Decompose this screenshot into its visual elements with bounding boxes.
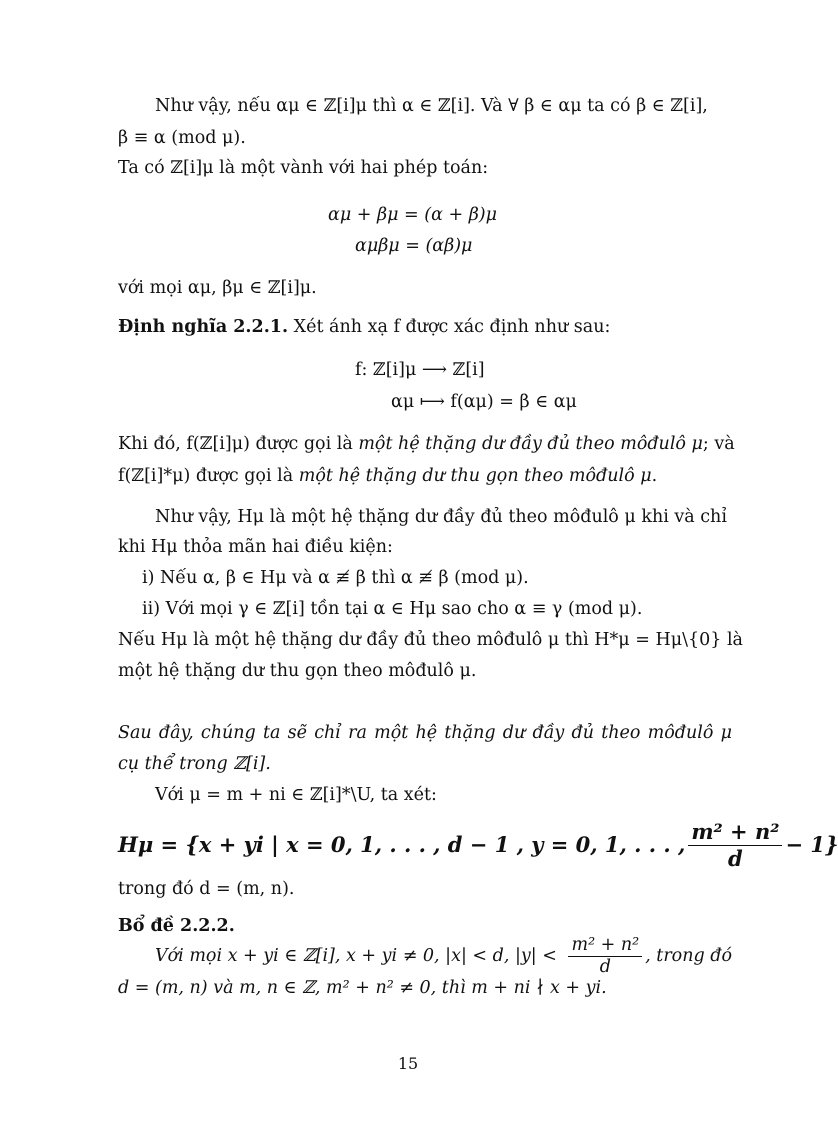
- fraction-numerator: m² + n²: [568, 935, 642, 957]
- formula-left: Hμ = {x + yi | x = 0, 1, . . . , d − 1 , y = 0, 1, . . . ,: [118, 832, 686, 857]
- text-normal: ; và: [702, 434, 735, 454]
- paragraph-line: với mọi αμ, βμ ∈ ℤ[i]μ.: [118, 278, 317, 298]
- paragraph-line: cụ thể trong ℤ[i].: [118, 754, 271, 774]
- paragraph-line: Ta có ℤ[i]μ là một vành với hai phép toán:: [118, 158, 489, 178]
- condition-item-1: i) Nếu α, β ∈ Hμ và α ≢ β thì α ≢ β (mod μ).: [142, 568, 529, 588]
- text-italic: một hệ thặng dư thu gọn theo môđulô μ: [298, 466, 652, 486]
- mapping-line-2: αμ ⟼ f(αμ) = β ∈ αμ: [391, 392, 577, 412]
- fraction-denominator: d: [599, 956, 611, 977]
- paragraph-line: Sau đây, chúng ta sẽ chỉ ra một hệ thặng dư đầy đủ theo môđulô μ: [118, 723, 732, 743]
- paragraph-line: trong đó d = (m, n).: [118, 879, 295, 899]
- text-normal: f(ℤ[i]*μ) được gọi là: [118, 466, 299, 486]
- condition-item-2: ii) Với mọi γ ∈ ℤ[i] tồn tại α ∈ Hμ sao cho α ≡ γ (mod μ).: [142, 599, 643, 619]
- fraction-denominator: d: [728, 845, 743, 871]
- lemma-line-1: [155, 934, 732, 978]
- paragraph-line: [118, 432, 735, 456]
- formula-right: − 1}: [785, 832, 838, 857]
- definition-title: Định nghĩa 2.2.1.: [118, 317, 289, 337]
- text-normal: .: [651, 466, 658, 486]
- lemma-fraction-group: [565, 935, 732, 978]
- lemma-text: , trong đó: [645, 946, 732, 966]
- equation-sum: αμ + βμ = (α + β)μ: [328, 205, 498, 225]
- paragraph-line: Như vậy, nếu αμ ∈ ℤ[i]μ thì α ∈ ℤ[i]. Và ∀ β ∈ αμ ta có β ∈ ℤ[i],: [155, 96, 708, 116]
- fraction: [688, 819, 782, 870]
- definition-line: [118, 315, 610, 339]
- fraction-numerator: m² + n²: [688, 819, 782, 845]
- paragraph-line: khi Hμ thỏa mãn hai điều kiện:: [118, 537, 393, 557]
- mapping-line-1: f: ℤ[i]μ ⟶ ℤ[i]: [355, 360, 485, 380]
- paragraph-line: [118, 464, 657, 488]
- equation-product: αμβμ = (αβ)μ: [355, 236, 473, 256]
- text-italic: một hệ thặng dư đầy đủ theo môđulô μ: [358, 434, 703, 454]
- lemma-line-2: d = (m, n) và m, n ∈ ℤ, m² + n² ≠ 0, thì m + ni ∤ x + yi.: [118, 978, 607, 998]
- lemma-title: Bổ đề 2.2.2.: [118, 916, 235, 936]
- fraction: [568, 935, 642, 978]
- paragraph-line: Với μ = m + ni ∈ ℤ[i]*\U, ta xét:: [155, 785, 437, 805]
- paragraph-line: β ≡ α (mod μ).: [118, 128, 246, 148]
- paragraph-line: Nếu Hμ là một hệ thặng dư đầy đủ theo môđulô μ thì H*μ = Hμ\{0} là: [118, 630, 743, 650]
- definition-text: Xét ánh xạ f được xác định như sau:: [288, 317, 611, 337]
- text-normal: Khi đó, f(ℤ[i]μ) được gọi là: [118, 434, 359, 454]
- lemma-text: Với mọi x + yi ∈ ℤ[i], x + yi ≠ 0, |x| < d, |y| <: [155, 946, 557, 966]
- paragraph-line: một hệ thặng dư thu gọn theo môđulô μ.: [118, 661, 477, 681]
- residue-system-formula: [118, 816, 838, 874]
- paragraph-line: Như vậy, Hμ là một hệ thặng dư đầy đủ theo môđulô μ khi và chỉ: [155, 507, 727, 527]
- page-number: 15: [397, 1054, 419, 1073]
